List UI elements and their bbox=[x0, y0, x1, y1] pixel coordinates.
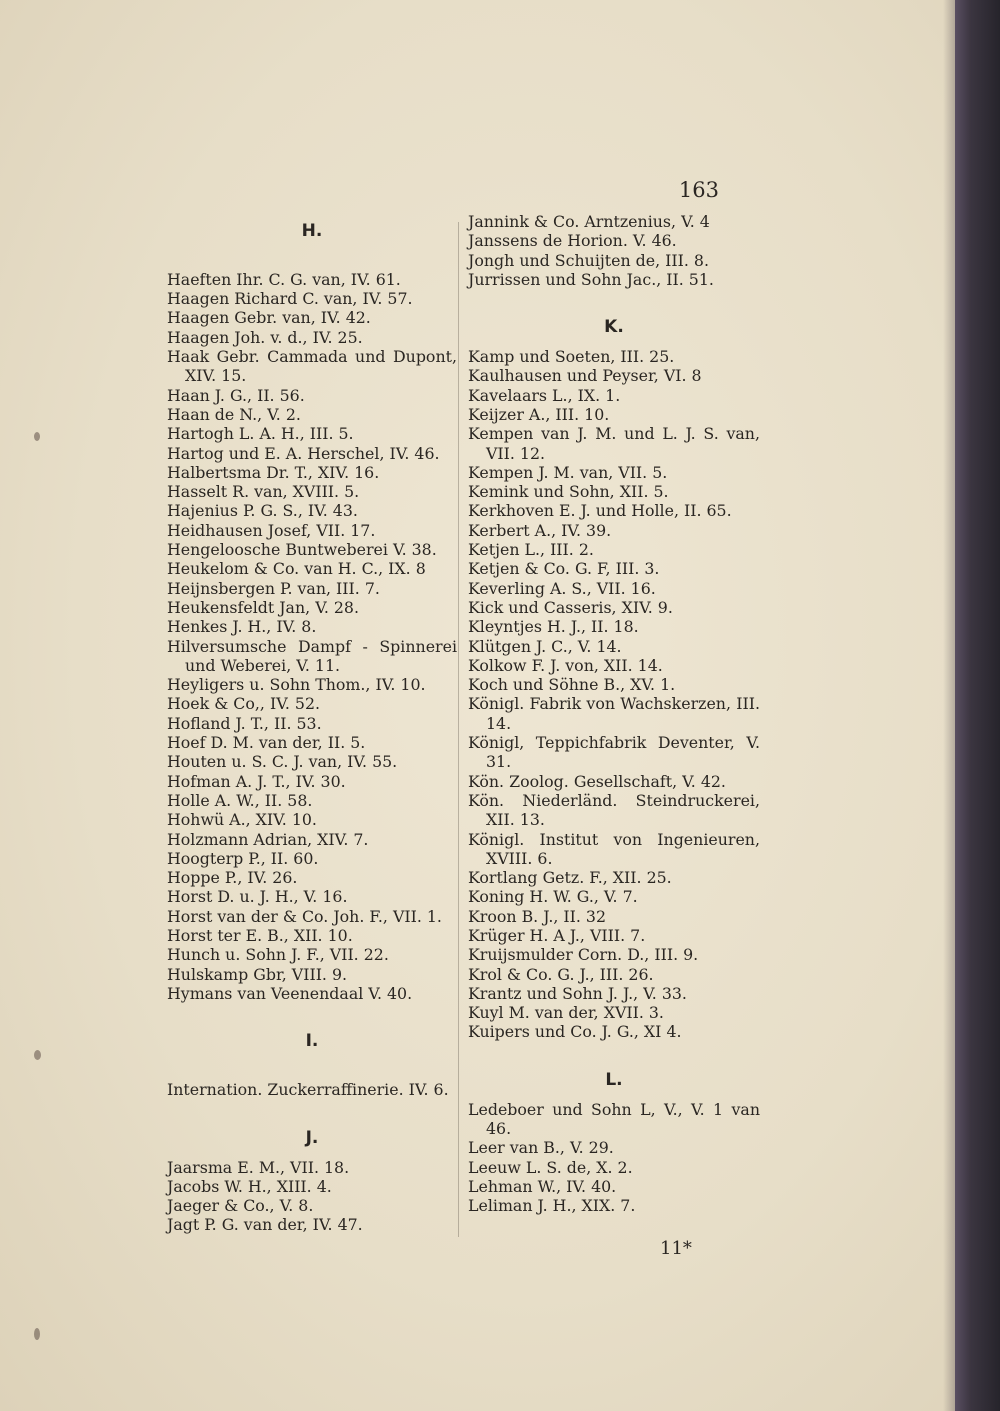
index-entry: Horst ter E. B., XII. 10. bbox=[167, 925, 353, 945]
index-entry: Houten u. S. C. J. van, IV. 55. bbox=[167, 752, 398, 772]
index-entry: Hoek & Co,, IV. 52. bbox=[167, 694, 321, 714]
index-entry: Hartogh L. A. H., III. 5. bbox=[167, 424, 354, 444]
index-entry: Klütgen J. C., V. 14. bbox=[468, 636, 622, 656]
index-entry: Kamp und Soeten, III. 25. bbox=[468, 347, 675, 367]
index-entry: Keijzer A., III. 10. bbox=[468, 404, 610, 424]
index-entry: Koning H. W. G., V. 7. bbox=[468, 887, 638, 907]
margin-mark bbox=[34, 1328, 40, 1340]
index-entry: Jaarsma E. M., VII. 18. bbox=[167, 1157, 350, 1177]
index-entry: Kempen van J. M. und L. J. S. van, VII. 12. bbox=[468, 424, 760, 463]
spacer bbox=[468, 1042, 760, 1061]
index-entry: Haan de N., V. 2. bbox=[167, 404, 301, 424]
index-entry: Hoppe P., IV. 26. bbox=[167, 868, 298, 888]
index-entry: Heukelom & Co. van H. C., IX. 8 bbox=[167, 559, 426, 579]
index-entry: Heijnsbergen P. van, III. 7. bbox=[167, 578, 380, 598]
index-entry: Internation. Zuckerraffinerie. IV. 6. bbox=[167, 1080, 449, 1100]
index-entry: Kön. Niederländ. Steindruckerei, XII. 13. bbox=[468, 790, 760, 830]
section-letter: L. bbox=[605, 1070, 623, 1091]
index-entry: Ketjen L., III. 2. bbox=[468, 540, 594, 560]
index-entry: Hengeloosche Buntweberei V. 38. bbox=[167, 540, 437, 560]
index-entry: Königl, Teppichfabrik Deventer, V. 31. bbox=[468, 733, 760, 772]
index-entry: Kruijsmulder Corn. D., III. 9. bbox=[468, 945, 699, 965]
index-entry: Haagen Joh. v. d., IV. 25. bbox=[167, 327, 363, 347]
index-entry: Kön. Zoolog. Gesellschaft, V. 42. bbox=[468, 771, 726, 791]
index-entry: Jacobs W. H., XIII. 4. bbox=[167, 1176, 332, 1196]
index-entry: Hunch u. Sohn J. F., VII. 22. bbox=[167, 945, 389, 965]
index-entry: Halbertsma Dr. T., XIV. 16. bbox=[167, 462, 380, 482]
index-entry: Krantz und Sohn J. J., V. 33. bbox=[468, 983, 687, 1003]
index-entry: Heyligers u. Sohn Thom., IV. 10. bbox=[167, 675, 426, 695]
index-entry: Jagt P. G. van der, IV. 47. bbox=[167, 1215, 363, 1235]
index-entry: Hartog und E. A. Herschel, IV. 46. bbox=[167, 443, 440, 463]
margin-mark bbox=[34, 432, 40, 441]
index-entry: Jaeger & Co., V. 8. bbox=[167, 1196, 314, 1216]
index-column-right bbox=[468, 212, 760, 1215]
column-divider bbox=[458, 222, 459, 1237]
index-entry: Haagen Richard C. van, IV. 57. bbox=[167, 289, 413, 309]
margin-mark bbox=[34, 1050, 41, 1060]
index-entry: Kroon B. J., II. 32 bbox=[468, 906, 607, 926]
index-entry: Horst D. u. J. H., V. 16. bbox=[167, 887, 348, 907]
index-entry: Heidhausen Josef, VII. 17. bbox=[167, 520, 376, 540]
index-entry: Kempen J. M. van, VII. 5. bbox=[468, 462, 668, 482]
spacer bbox=[167, 251, 457, 270]
index-entry: Hofland J. T., II. 53. bbox=[167, 713, 322, 733]
index-entry: Hilversumsche Dampf - Spinnerei und Weberei, V. 11. bbox=[167, 636, 457, 675]
index-entry: Haeften Ihr. C. G. van, IV. 61. bbox=[167, 269, 401, 289]
index-entry: Haak Gebr. Cammada und Dupont, XIV. 15. bbox=[167, 347, 457, 386]
index-entry: Leeuw L. S. de, X. 2. bbox=[468, 1157, 633, 1177]
index-entry: Hoef D. M. van der, II. 5. bbox=[167, 733, 366, 753]
spacer bbox=[468, 289, 760, 308]
index-entry: Krol & Co. G. J., III. 26. bbox=[468, 964, 654, 984]
index-entry: Kuyl M. van der, XVII. 3. bbox=[468, 1003, 664, 1023]
book-binding bbox=[955, 0, 1000, 1411]
index-entry: Haan J. G., II. 56. bbox=[167, 385, 305, 405]
index-entry: Heukensfeldt Jan, V. 28. bbox=[167, 597, 360, 617]
index-entry: Holle A. W., II. 58. bbox=[167, 790, 313, 810]
spacer bbox=[167, 1100, 457, 1119]
index-entry: Koch und Söhne B., XV. 1. bbox=[468, 675, 676, 695]
index-entry: Kaulhausen und Peyser, VI. 8 bbox=[468, 366, 702, 386]
index-entry: Janssens de Horion. V. 46. bbox=[468, 231, 677, 251]
index-entry: Hymans van Veenendaal V. 40. bbox=[167, 983, 413, 1003]
index-entry: Hofman A. J. T., IV. 30. bbox=[167, 771, 346, 791]
index-entry: Kleyntjes H. J., II. 18. bbox=[468, 617, 639, 637]
page-number: 163 bbox=[678, 178, 719, 202]
spacer bbox=[167, 1061, 457, 1080]
index-entry: Lehman W., IV. 40. bbox=[468, 1176, 617, 1196]
index-entry: Hulskamp Gbr, VIII. 9. bbox=[167, 964, 348, 984]
index-entry: Hohwü A., XIV. 10. bbox=[167, 810, 317, 830]
index-entry: Königl. Institut von Ingenieuren, XVIII. 6. bbox=[468, 829, 760, 868]
index-entry: Haagen Gebr. van, IV. 42. bbox=[167, 308, 371, 328]
index-entry: Hasselt R. van, XVIII. 5. bbox=[167, 482, 360, 502]
index-entry: Jongh und Schuijten de, III. 8. bbox=[468, 250, 710, 270]
index-entry: Ketjen & Co. G. F, III. 3. bbox=[468, 559, 660, 579]
index-entry: Hoogterp P., II. 60. bbox=[167, 848, 319, 868]
index-entry: Keverling A. S., VII. 16. bbox=[468, 578, 656, 598]
index-entry: Hajenius P. G. S., IV. 43. bbox=[167, 501, 358, 521]
index-entry: Kerbert A., IV. 39. bbox=[468, 520, 612, 540]
section-letter: J. bbox=[305, 1127, 319, 1148]
index-entry: Kortlang Getz. F., XII. 25. bbox=[468, 868, 672, 888]
index-entry: Leliman J. H., XIX. 7. bbox=[468, 1196, 636, 1216]
index-entry: Krüger H. A J., VIII. 7. bbox=[468, 925, 646, 945]
index-entry: Holzmann Adrian, XIV. 7. bbox=[167, 829, 369, 849]
index-entry: Henkes J. H., IV. 8. bbox=[167, 617, 317, 637]
index-entry: Kerkhoven E. J. und Holle, II. 65. bbox=[468, 501, 732, 521]
section-letter: K. bbox=[604, 317, 624, 338]
index-entry: Kemink und Sohn, XII. 5. bbox=[468, 482, 669, 502]
index-entry: Kick und Casseris, XIV. 9. bbox=[468, 597, 673, 617]
index-entry: Jannink & Co. Arntzenius, V. 4 bbox=[468, 212, 710, 231]
signature-mark: 11* bbox=[660, 1238, 692, 1259]
index-entry: Horst van der & Co. Joh. F., VII. 1. bbox=[167, 906, 442, 926]
index-column-left bbox=[167, 212, 457, 1235]
spacer bbox=[167, 1003, 457, 1022]
section-letter: I. bbox=[305, 1031, 319, 1052]
index-entry: Leer van B., V. 29. bbox=[468, 1138, 614, 1158]
index-entry: Kolkow F. J. von, XII. 14. bbox=[468, 655, 663, 675]
section-letter: H. bbox=[301, 221, 323, 241]
index-entry: Kuipers und Co. J. G., XI 4. bbox=[468, 1022, 682, 1042]
index-entry: Königl. Fabrik von Wachskerzen, III. 14. bbox=[468, 694, 760, 733]
index-entry: Jurrissen und Sohn Jac., II. 51. bbox=[468, 269, 714, 289]
index-entry: Ledeboer und Sohn L, V., V. 1 van 46. bbox=[468, 1099, 760, 1138]
index-entry: Kavelaars L., IX. 1. bbox=[468, 385, 621, 405]
